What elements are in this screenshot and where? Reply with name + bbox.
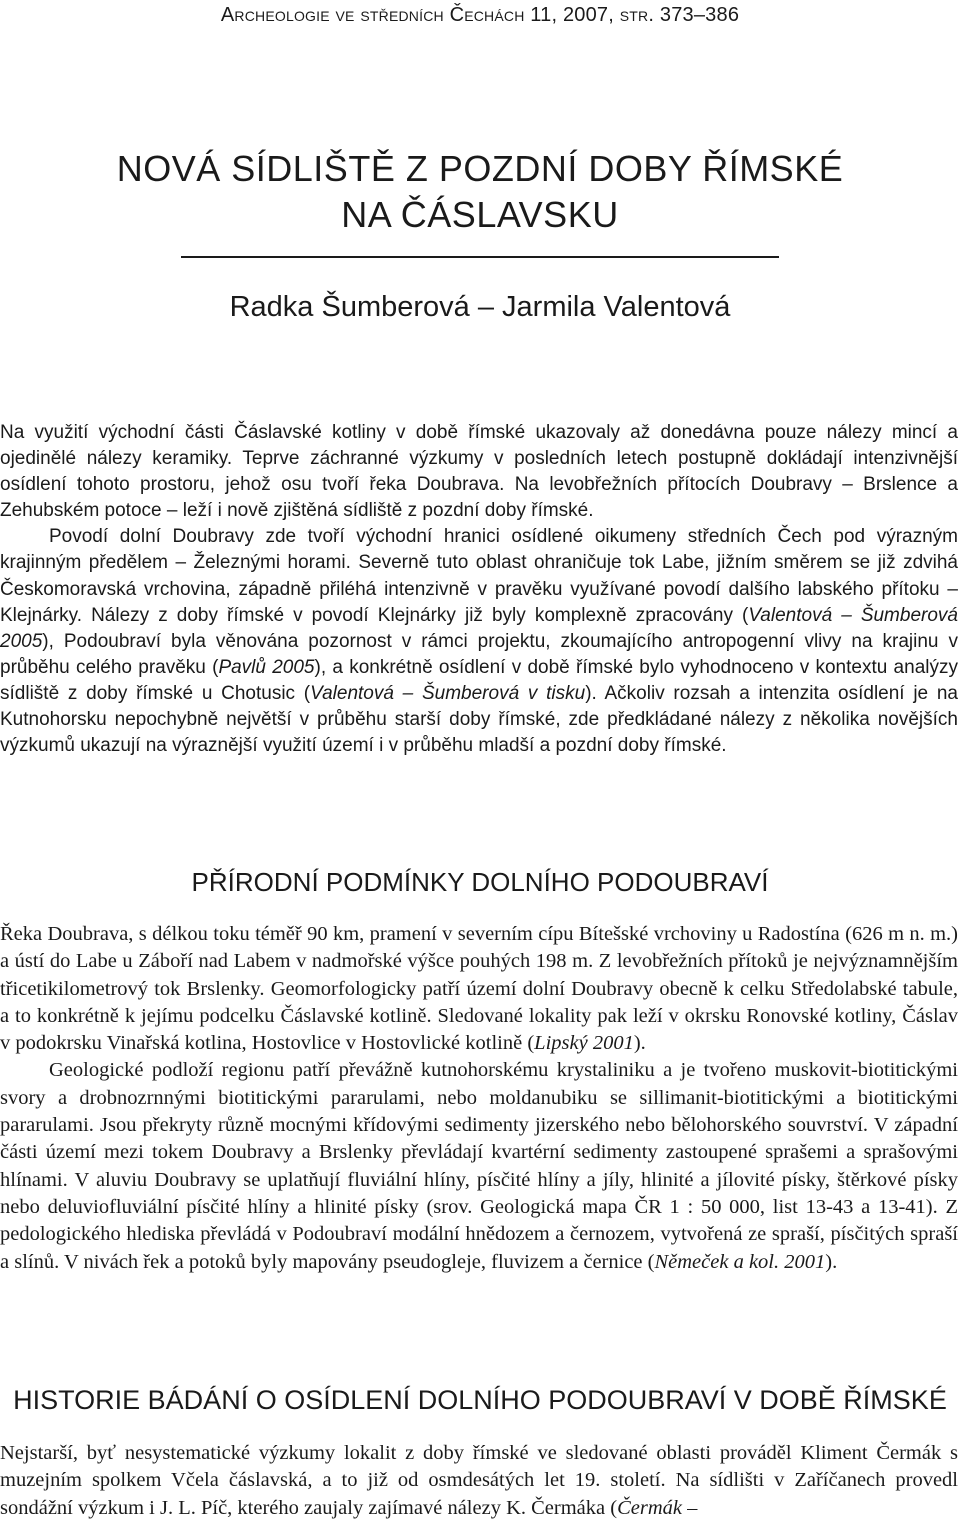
text-run: Nejstarší, byť nesystematické výzkumy lokalit z doby římské ve sledované oblasti prováděl Kliment Čermák s muzejním spolkem Včela čáslavská, a to již od osmdesátých let 19. století. Na sídlišti v Zaříčanech provedl sondážní výzkum i J. L. Píč, kterého zaujaly zajímavé nálezy K. Čermáka ( — [0, 1442, 958, 1519]
text-run: Povodí dolní Doubravy zde tvoří východní hranici osídlené oikumeny středních Čech pod výrazným krajinným předělem – Železnými horami. Severně tuto oblast ohraničuje tok Labe, jižním směrem se již zdvihá Českomoravská vrchovina, západně přiléhá intenzivně v pravěku využívané povodí dalšího labského přítoku – Klejnárky. Nálezy z doby římské v povodí Klejnárky již byly komplexně zpracovány ( — [0, 526, 958, 626]
text-run: ), Podoubraví byla věnována pozornost v rámci projektu, zkoumajícího antropogenní vlivy na krajinu v průběhu celého pravěku ( — [0, 630, 958, 678]
section-heading-research-history: HISTORIE BÁDÁNÍ O OSÍDLENÍ DOLNÍHO PODOUBRAVÍ V DOBĚ ŘÍMSKÉ — [13, 1385, 947, 1415]
text-run: ), a konkrétně osídlení v době římské bylo vyhodnoceno v kontextu analýzy sídliště z doby římské u Chotusic ( — [0, 656, 958, 704]
abstract-paragraph-2 — [0, 524, 958, 759]
title-line-1: NOVÁ SÍDLIŠTĚ Z POZDNÍ DOBY ŘÍMSKÉ — [116, 148, 844, 189]
title-line-2: NA ČÁSLAVSKU — [341, 194, 619, 235]
authors: Radka Šumberová – Jarmila Valentová — [229, 291, 731, 323]
citation: Čermák – — [617, 1496, 698, 1519]
section-heading-natural-conditions: PŘÍRODNÍ PODMÍNKY DOLNÍHO PODOUBRAVÍ — [191, 867, 769, 897]
text-run: Geologické podloží regionu patří převážně kutnohorskému krystaliniku a je tvořeno muskovit-biotitickými svory a drobnozrnnými biotitickými pararulami, nebo moldanubiku se sillimanit-biotitickými a biotitickými pararulami. Jsou překryty různě mocnými křídovými sedimenty jizerského nebo bělohorského souvrství. V západní části území mezi tokem Doubravy a Brslenky převládají kvartérní sedimenty zastoupené sprašemi a sprašovými hlínami. V aluviu Doubravy se uplatňují fluviální hlíny, písčité hlíny a jíly, hlinité a jílovité písky, štěrkové písky nebo deluviofluviální písčité hlíny a hlinité písky (srov. Geologická mapa ČR 1 : 50 000, list 13-43 a 13-41). Z pedologického hlediska převládá v Podoubraví modální hnědozem a černozem, vytvořená ze spraší, písčitých spraší a slínů. V nivách řek a potoků byly mapovány pseudogleje, fluvizem a černice ( — [0, 1059, 958, 1273]
title-divider — [181, 256, 779, 258]
article-title — [0, 146, 960, 238]
abstract-paragraph-1: Na využití východní části Čáslavské kotliny v době římské ukazovaly až donedávna pouze nálezy mincí a ojedinělé nálezy keramiky. Teprve záchranné výzkumy v posledních letech postupně dokládají intenzivnější osídlení tohoto prostoru, jehož osu tvoří řeka Doubrava. Na levobřežních přítocích Doubravy – Brslence a Zehubském potoce – leží i nově zjištěná sídliště z pozdní doby římské. — [0, 422, 958, 522]
body-paragraph — [0, 1440, 958, 1522]
citation: Pavlů 2005 — [218, 656, 315, 678]
journal-header: Archeologie ve středních Čechách 11, 2007, str. 373–386 — [220, 4, 740, 26]
citation: Lipský 2001 — [534, 1032, 634, 1055]
citation: Valentová – Šumberová 2005 — [0, 604, 958, 652]
body-paragraph — [0, 1057, 958, 1275]
section-body-natural-conditions — [0, 921, 958, 1276]
text-run: Řeka Doubrava, s délkou toku téměř 90 km, pramení v severním cípu Bítešské vrchoviny u Radostína (626 m n. m.) a ústí do Labe u Záboří nad Labem v nadmořské výšce pouhých 198 m. Z levobřežních přítoků je nejvýznamnějším třicetikilometrový tok Brslenky. Geomorfologicky patří území dolní Doubravy obecně k celku Středolabské tabule, a to konkrétně k jejímu podcelku Čáslavské kotlině. Sledované lokality pak leží v okrsku Ronovské kotliny, Čáslav v podokrsku Vinařská kotlina, Hostovlice v Hostovlické kotlině ( — [0, 923, 958, 1055]
citation: Němeček a kol. 2001 — [654, 1250, 826, 1273]
section-body-research-history — [0, 1440, 958, 1522]
text-run: ). — [825, 1250, 838, 1273]
citation: Valentová – Šumberová v tisku — [310, 682, 586, 704]
text-run: ). Ačkoliv rozsah a intenzita osídlení je na Kutnohorsku nepochybně největší v průběhu starší doby římské, zde předkládané nálezy z několika novějších výzkumů ukazují na výraznější využití území i v průběhu mladší a pozdní doby římské. — [0, 682, 958, 757]
text-run: ). — [633, 1032, 646, 1055]
abstract — [0, 420, 958, 759]
body-paragraph — [0, 921, 958, 1057]
